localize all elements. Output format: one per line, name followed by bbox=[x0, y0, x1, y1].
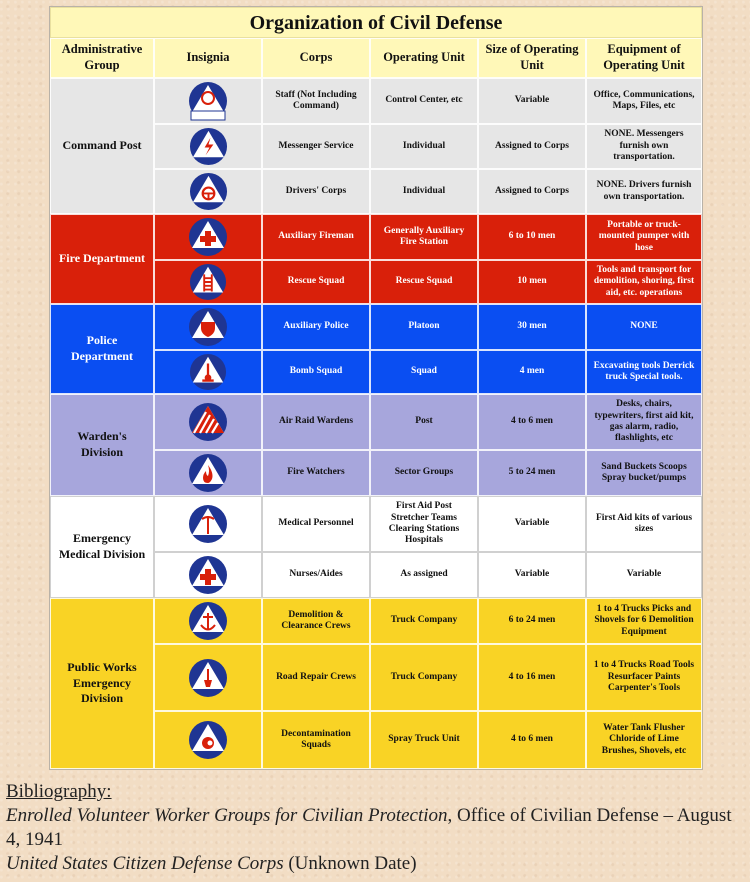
column-header-text: Operating Unit bbox=[383, 50, 465, 65]
cell-text-unit: As assigned bbox=[400, 569, 448, 580]
cell-text-corps: Nurses/Aides bbox=[289, 569, 343, 580]
cell-text-equipment: 1 to 4 Trucks Picks and Shovels for 6 Demolition Equipment bbox=[594, 603, 694, 637]
table-cell-size bbox=[478, 711, 586, 769]
bibliography-entry-1-title: Enrolled Volunteer Worker Groups for Civilian Protection bbox=[6, 805, 448, 826]
group-cell bbox=[50, 598, 154, 769]
bibliography-entry-2-rest: (Unknown Date) bbox=[283, 853, 417, 874]
insignia-cell bbox=[154, 350, 262, 394]
rescue-ladder-insignia-icon bbox=[189, 263, 227, 301]
bibliography bbox=[6, 780, 746, 876]
cell-text-unit: First Aid Post Stretcher Teams Clearing Stations Hospitals bbox=[388, 501, 460, 546]
table-cell-equipment bbox=[586, 350, 702, 394]
cell-text-size: 4 to 16 men bbox=[508, 671, 556, 682]
table-cell-corps bbox=[262, 552, 370, 598]
cell-text-size: 10 men bbox=[517, 276, 547, 287]
cell-text-unit: Control Center, etc bbox=[385, 95, 463, 106]
cell-text-equipment: Portable or truck-mounted pumper with hose bbox=[598, 219, 690, 253]
cell-text-equipment: Water Tank Flusher Chloride of Lime Brushes, Shovels, etc bbox=[601, 722, 687, 756]
cell-text-corps: Auxiliary Police bbox=[283, 321, 349, 332]
demolition-anchor-insignia-icon bbox=[188, 601, 228, 641]
table-cell-unit bbox=[370, 78, 478, 124]
group-name: Public Works Emergency Division bbox=[67, 660, 137, 706]
column-header bbox=[154, 38, 262, 78]
table-cell-corps bbox=[262, 214, 370, 260]
insignia-cell bbox=[154, 260, 262, 304]
cell-text-unit: Squad bbox=[411, 366, 437, 377]
bibliography-entry-1 bbox=[6, 804, 746, 852]
table-cell-unit bbox=[370, 169, 478, 214]
cell-text-corps: Road Repair Crews bbox=[276, 671, 356, 682]
road-repair-shovel-insignia-icon bbox=[188, 658, 228, 698]
table-title bbox=[50, 7, 702, 38]
decontamination-insignia-icon bbox=[188, 720, 228, 760]
cell-text-equipment: Office, Communications, Maps, Files, etc bbox=[593, 89, 695, 111]
table-cell-corps bbox=[262, 394, 370, 450]
cell-text-size: Variable bbox=[514, 95, 550, 106]
cell-text-corps: Demolition & Clearance Crews bbox=[281, 609, 351, 631]
group-cell bbox=[50, 78, 154, 214]
insignia-cell bbox=[154, 124, 262, 169]
table-cell-size bbox=[478, 214, 586, 260]
column-header-text: Equipment of Operating Unit bbox=[603, 42, 685, 72]
table-cell-size bbox=[478, 496, 586, 552]
cell-text-corps: Staff (Not Including Command) bbox=[275, 89, 357, 111]
table-cell-equipment bbox=[586, 304, 702, 350]
bibliography-entry-2 bbox=[6, 852, 746, 876]
table-cell-equipment bbox=[586, 711, 702, 769]
table-cell-size bbox=[478, 394, 586, 450]
table-cell-equipment bbox=[586, 552, 702, 598]
table-cell-corps bbox=[262, 644, 370, 711]
cell-text-unit: Post bbox=[415, 416, 433, 427]
cell-text-size: 4 to 6 men bbox=[511, 734, 553, 745]
air-raid-warden-stripes-insignia-icon bbox=[188, 402, 228, 442]
insignia-cell bbox=[154, 644, 262, 711]
cell-text-corps: Air Raid Wardens bbox=[278, 416, 354, 427]
cell-text-corps: Drivers' Corps bbox=[285, 185, 347, 196]
cell-text-corps: Medical Personnel bbox=[278, 518, 354, 529]
cell-text-unit: Spray Truck Unit bbox=[388, 734, 460, 745]
cell-text-unit: Individual bbox=[402, 185, 446, 196]
table-cell-unit bbox=[370, 394, 478, 450]
table-cell-size bbox=[478, 450, 586, 496]
cell-text-corps: Messenger Service bbox=[278, 140, 354, 151]
cell-text-equipment: Sand Buckets Scoops Spray bucket/pumps bbox=[601, 461, 687, 483]
column-header-text: Insignia bbox=[186, 50, 230, 65]
fire-watcher-flame-insignia-icon bbox=[188, 453, 228, 493]
cell-text-corps: Bomb Squad bbox=[289, 366, 343, 377]
group-cell bbox=[50, 394, 154, 496]
table-cell-unit bbox=[370, 214, 478, 260]
cell-text-unit: Generally Auxiliary Fire Station bbox=[383, 225, 465, 247]
group-cell bbox=[50, 304, 154, 394]
cell-text-equipment: Variable bbox=[626, 569, 662, 580]
table-cell-size bbox=[478, 260, 586, 304]
cell-text-equipment: NONE bbox=[630, 321, 658, 332]
insignia-cell bbox=[154, 214, 262, 260]
table-cell-equipment bbox=[586, 644, 702, 711]
column-header-text: Administrative Group bbox=[61, 42, 143, 72]
table-cell-unit bbox=[370, 304, 478, 350]
insignia-cell bbox=[154, 394, 262, 450]
insignia-cell bbox=[154, 711, 262, 769]
group-name: Warden's Division bbox=[77, 429, 127, 459]
table-cell-equipment bbox=[586, 78, 702, 124]
insignia-cell bbox=[154, 169, 262, 214]
column-header-text: Size of Operating Unit bbox=[485, 42, 579, 72]
table-cell-unit bbox=[370, 598, 478, 644]
table-cell-corps bbox=[262, 304, 370, 350]
bibliography-entry-1-rest: , Office of Civilian Defense – August 4, 1941 bbox=[6, 805, 732, 850]
cell-text-unit: Truck Company bbox=[390, 671, 458, 682]
table-cell-size bbox=[478, 124, 586, 169]
messenger-lightning-insignia-icon bbox=[189, 127, 228, 166]
table-cell-corps bbox=[262, 169, 370, 214]
table-cell-unit bbox=[370, 496, 478, 552]
column-header bbox=[262, 38, 370, 78]
control-center-insignia-icon bbox=[188, 81, 228, 121]
insignia-cell bbox=[154, 552, 262, 598]
table-cell-size bbox=[478, 304, 586, 350]
cell-text-size: Assigned to Corps bbox=[495, 140, 569, 151]
bibliography-entry-2-title: United States Citizen Defense Corps bbox=[6, 853, 284, 874]
cell-text-size: Assigned to Corps bbox=[495, 185, 569, 196]
cell-text-unit: Platoon bbox=[408, 321, 440, 332]
table-cell-unit bbox=[370, 350, 478, 394]
cell-text-equipment: NONE. Drivers furnish own transportation. bbox=[596, 180, 692, 202]
cell-text-size: Variable bbox=[514, 569, 550, 580]
column-header bbox=[586, 38, 702, 78]
table-cell-corps bbox=[262, 350, 370, 394]
table-cell-unit bbox=[370, 552, 478, 598]
cell-text-corps: Auxiliary Fireman bbox=[278, 231, 354, 242]
insignia-cell bbox=[154, 78, 262, 124]
table-cell-size bbox=[478, 644, 586, 711]
cell-text-equipment: 1 to 4 Trucks Road Tools Resurfacer Paints Carpenter's Tools bbox=[593, 660, 695, 694]
auxiliary-fireman-cross-insignia-icon bbox=[188, 217, 228, 257]
table-cell-corps bbox=[262, 711, 370, 769]
nurses-red-cross-insignia-icon bbox=[188, 555, 228, 595]
table-cell-equipment bbox=[586, 450, 702, 496]
bomb-squad-insignia-icon bbox=[189, 353, 227, 391]
police-shield-insignia-icon bbox=[188, 307, 228, 347]
column-header bbox=[478, 38, 586, 78]
cell-text-equipment: Tools and transport for demolition, shoring, first aid, etc. operations bbox=[593, 264, 695, 298]
table-cell-corps bbox=[262, 124, 370, 169]
bibliography-heading: Bibliography: bbox=[6, 781, 112, 802]
table-cell-size bbox=[478, 598, 586, 644]
cell-text-size: 4 men bbox=[519, 366, 545, 377]
table-cell-size bbox=[478, 78, 586, 124]
table-cell-corps bbox=[262, 260, 370, 304]
cell-text-size: 4 to 6 men bbox=[511, 416, 553, 427]
table-cell-unit bbox=[370, 711, 478, 769]
group-name: Police Department bbox=[71, 333, 133, 363]
group-name: Emergency Medical Division bbox=[58, 531, 146, 561]
table-cell-corps bbox=[262, 598, 370, 644]
table-cell-size bbox=[478, 552, 586, 598]
insignia-cell bbox=[154, 496, 262, 552]
group-cell bbox=[50, 496, 154, 598]
cell-text-equipment: NONE. Messengers furnish own transportation. bbox=[604, 129, 684, 163]
table-cell-equipment bbox=[586, 260, 702, 304]
cell-text-size: 30 men bbox=[517, 321, 547, 332]
cell-text-equipment: First Aid kits of various sizes bbox=[595, 512, 693, 534]
cell-text-size: Variable bbox=[514, 518, 550, 529]
insignia-cell bbox=[154, 304, 262, 350]
drivers-steering-wheel-insignia-icon bbox=[189, 172, 228, 211]
table-title-text: Organization of Civil Defense bbox=[249, 11, 503, 34]
table-cell-equipment bbox=[586, 214, 702, 260]
insignia-cell bbox=[154, 450, 262, 496]
table-cell-corps bbox=[262, 450, 370, 496]
table-cell-equipment bbox=[586, 169, 702, 214]
cell-text-size: 5 to 24 men bbox=[508, 467, 556, 478]
civil-defense-table bbox=[50, 7, 702, 769]
table-cell-unit bbox=[370, 644, 478, 711]
group-name: Fire Department bbox=[58, 251, 146, 266]
cell-text-equipment: Excavating tools Derrick truck Special tools. bbox=[593, 360, 695, 382]
table-cell-size bbox=[478, 350, 586, 394]
table-cell-size bbox=[478, 169, 586, 214]
cell-text-equipment: Desks, chairs, typewriters, first aid kit, gas alarm, radio, flashlights, etc bbox=[594, 399, 694, 444]
table-cell-equipment bbox=[586, 124, 702, 169]
table-cell-unit bbox=[370, 124, 478, 169]
cell-text-unit: Truck Company bbox=[390, 615, 458, 626]
cell-text-unit: Sector Groups bbox=[394, 467, 454, 478]
table-cell-equipment bbox=[586, 496, 702, 552]
column-header bbox=[370, 38, 478, 78]
cell-text-corps: Decontamination Squads bbox=[281, 728, 351, 750]
column-header bbox=[50, 38, 154, 78]
cell-text-size: 6 to 24 men bbox=[508, 615, 556, 626]
table-cell-unit bbox=[370, 450, 478, 496]
cell-text-unit: Individual bbox=[402, 140, 446, 151]
table-cell-corps bbox=[262, 496, 370, 552]
table-cell-equipment bbox=[586, 394, 702, 450]
table-cell-corps bbox=[262, 78, 370, 124]
cell-text-unit: Rescue Squad bbox=[395, 276, 453, 287]
group-cell bbox=[50, 214, 154, 304]
medical-caduceus-insignia-icon bbox=[188, 504, 228, 544]
column-header-text: Corps bbox=[299, 50, 333, 65]
table-cell-unit bbox=[370, 260, 478, 304]
cell-text-size: 6 to 10 men bbox=[508, 231, 556, 242]
insignia-cell bbox=[154, 598, 262, 644]
cell-text-corps: Rescue Squad bbox=[287, 276, 345, 287]
cell-text-corps: Fire Watchers bbox=[287, 467, 345, 478]
group-name: Command Post bbox=[62, 138, 142, 153]
table-cell-equipment bbox=[586, 598, 702, 644]
